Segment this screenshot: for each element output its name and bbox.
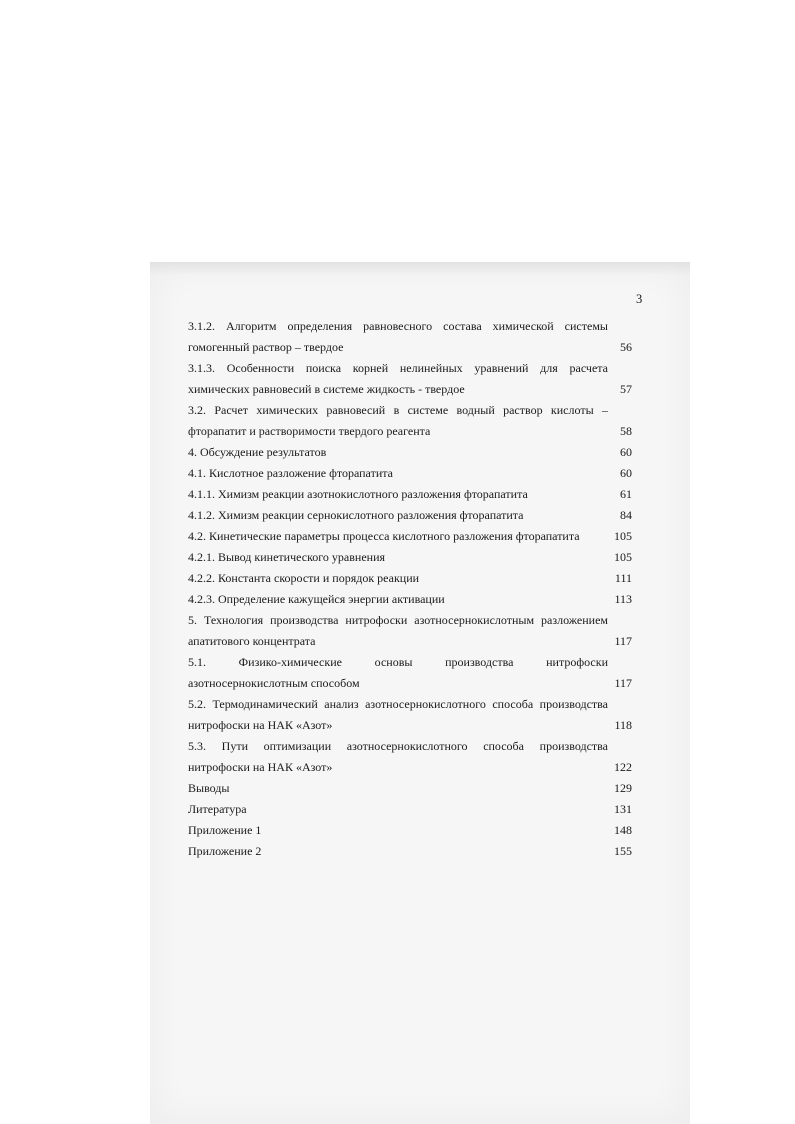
toc-entry-title: 4.2.2. Константа скорости и порядок реакции [188,571,420,585]
toc-entry [188,652,634,694]
toc-entry [188,589,634,610]
toc-line [188,778,634,799]
toc-line [188,400,634,421]
toc-line [188,442,634,463]
toc-entry [188,505,634,526]
scan-edge-shadow [150,262,690,276]
toc-entry-title: Приложение 2 [188,844,262,858]
toc-entry-page: 111 [614,571,632,585]
toc-entry-title: 4.1.1. Химизм реакции азотнокислотного разложения фторапатита [188,487,528,501]
toc-entry [188,463,634,484]
toc-entry [188,442,634,463]
toc-entry-page: 148 [614,823,632,837]
toc-entry-page: 118 [614,718,632,732]
toc-entry-page: 60 [620,466,632,480]
toc-entry [188,568,634,589]
toc-line [188,484,634,505]
toc-entry [188,820,634,841]
toc-line [188,316,634,337]
toc-entry-page: 113 [614,592,632,606]
toc-line [188,526,634,547]
toc-entry [188,778,634,799]
toc-line [188,757,634,778]
toc-entry [188,526,634,547]
toc-entry-page: 58 [620,424,632,438]
toc-entry-page: 117 [614,676,632,690]
toc-line [188,505,634,526]
page-number: 3 [636,292,643,306]
toc-entry-title: нитрофоски на НАК «Азот» [188,760,333,774]
toc-line [188,421,634,442]
toc-entry [188,610,634,652]
toc-entry-page: 57 [620,382,632,396]
toc-line [188,379,634,400]
toc-line [188,673,634,694]
toc-entry-title: химических равновесий в системе жидкость - твердое [188,382,465,396]
toc-entry-page: 155 [614,844,632,858]
toc-entry-title: нитрофоски на НАК «Азот» [188,718,333,732]
toc-entry-title: 5.1. Физико-химические основы производства нитрофоски [188,655,608,669]
toc-entry-page: 60 [620,445,632,459]
toc-entry-title: азотносернокислотным способом [188,676,360,690]
toc-entry-page: 105 [614,529,632,543]
toc-entry-title: Приложение 1 [188,823,262,837]
toc-entry-page: 131 [614,802,632,816]
toc-entry-page: 129 [614,781,632,795]
table-of-contents [188,316,634,862]
toc-entry-title: 5.3. Пути оптимизации азотносернокислотного способа производства [188,739,608,753]
toc-entry-title: 4.1.2. Химизм реакции сернокислотного разложения фторапатита [188,508,524,522]
toc-line [188,736,634,757]
toc-entry [188,841,634,862]
toc-entry-title: 4.2. Кинетические параметры процесса кислотного разложения фторапатита [188,529,580,543]
toc-entry-title: Выводы [188,781,230,795]
toc-entry-title: гомогенный раствор – твердое [188,340,344,354]
toc-line [188,358,634,379]
toc-line [188,547,634,568]
toc-entry-page: 56 [620,340,632,354]
toc-entry [188,799,634,820]
toc-line [188,631,634,652]
toc-entry [188,547,634,568]
toc-entry-title: апатитового концентрата [188,634,316,648]
toc-entry-page: 122 [614,760,632,774]
toc-line [188,799,634,820]
toc-entry [188,358,634,400]
toc-entry-title: 3.2. Расчет химических равновесий в системе водный раствор кислоты – [188,403,608,417]
toc-entry-title: Литература [188,802,247,816]
toc-line [188,715,634,736]
toc-entry-title: 4.2.3. Определение кажущейся энергии активации [188,592,445,606]
toc-line [188,463,634,484]
toc-entry-title: 3.1.2. Алгоритм определения равновесного состава химической системы [188,319,608,333]
toc-entry [188,694,634,736]
toc-entry-title: 4. Обсуждение результатов [188,445,327,459]
toc-entry-page: 61 [620,487,632,501]
toc-line [188,568,634,589]
toc-entry [188,736,634,778]
toc-entry [188,484,634,505]
toc-line [188,820,634,841]
toc-entry-title: 4.1. Кислотное разложение фторапатита [188,466,393,480]
toc-entry [188,316,634,358]
toc-line [188,694,634,715]
toc-entry-title: 3.1.3. Особенности поиска корней нелинейных уравнений для расчета [188,361,608,375]
toc-entry-page: 117 [614,634,632,648]
toc-line [188,589,634,610]
toc-line [188,610,634,631]
toc-entry-title: фторапатит и растворимости твердого реагента [188,424,431,438]
toc-entry-title: 5. Технология производства нитрофоски азотносернокислотным разложением [188,613,608,627]
toc-line [188,337,634,358]
toc-line [188,652,634,673]
toc-entry [188,400,634,442]
toc-entry-title: 4.2.1. Вывод кинетического уравнения [188,550,386,564]
toc-entry-title: 5.2. Термодинамический анализ азотносернокислотного способа производства [188,697,608,711]
toc-line [188,841,634,862]
toc-entry-page: 105 [614,550,632,564]
toc-entry-page: 84 [620,508,632,522]
